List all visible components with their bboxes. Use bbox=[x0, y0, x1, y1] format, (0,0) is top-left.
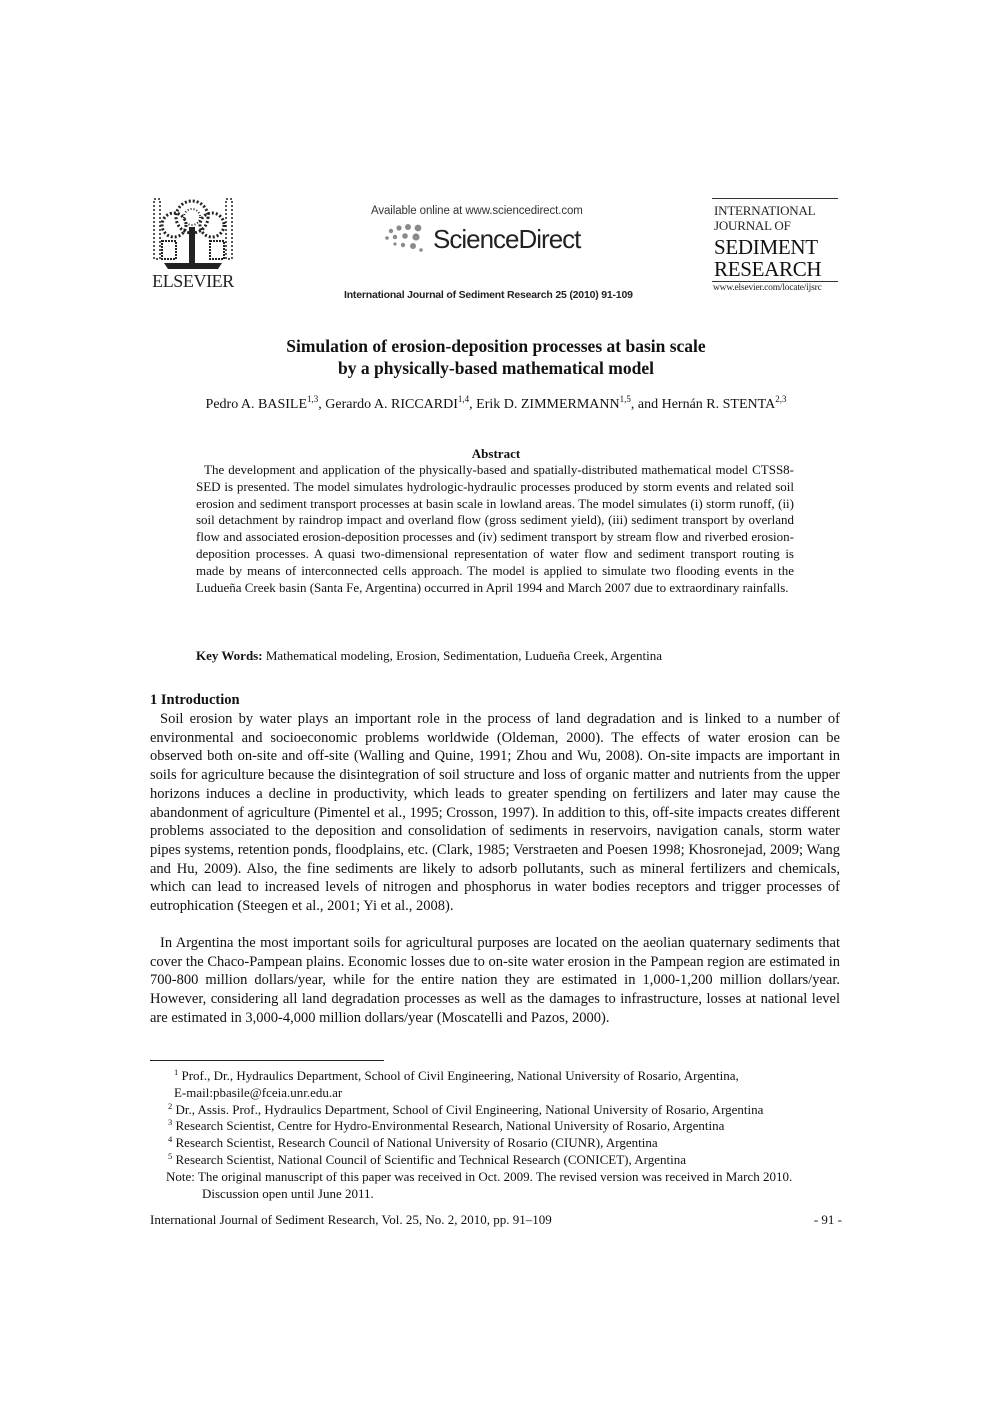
footnote-4 bbox=[150, 1135, 842, 1152]
ijsr-line-research: RESEARCH bbox=[714, 257, 822, 281]
sciencedirect-wordmark: ScienceDirect bbox=[433, 224, 581, 254]
footnote-1 bbox=[150, 1068, 842, 1102]
title-line-2: by a physically-based mathematical model bbox=[338, 358, 654, 378]
page-number: - 91 - bbox=[813, 1212, 842, 1227]
footnote-number: 4 bbox=[168, 1134, 173, 1145]
ijsr-line-sediment: SEDIMENT bbox=[714, 235, 818, 259]
keywords-label: Key Words: bbox=[196, 648, 263, 663]
journal-reference: International Journal of Sediment Research 25 (2010) 91-109 bbox=[344, 289, 633, 301]
footnote-text: Prof., Dr., Hydraulics Department, School of Civil Engineering, National University of Rosario, Argentina, bbox=[181, 1068, 739, 1083]
author-2 bbox=[325, 394, 477, 412]
footnote-number: 3 bbox=[168, 1117, 173, 1128]
author-1 bbox=[205, 394, 326, 412]
author-name: Gerardo A. RICCARDI bbox=[325, 397, 458, 412]
ijsr-line-journal-of: JOURNAL OF bbox=[714, 218, 791, 233]
elsevier-logo bbox=[150, 197, 236, 291]
footnote-text: Research Scientist, National Council of Scientific and Technical Research (CONICET), Argentina bbox=[175, 1151, 687, 1167]
ijsr-journal-logo bbox=[712, 198, 840, 296]
author-3 bbox=[476, 394, 662, 412]
available-online-text: Available online at www.sciencedirect.com bbox=[371, 205, 583, 217]
section-heading-introduction: 1 Introduction bbox=[150, 692, 240, 708]
footnotes bbox=[150, 1068, 842, 1202]
footnote-number: 5 bbox=[168, 1150, 173, 1161]
footnote-text: Research Scientist, Centre for Hydro-Environmental Research, National University of Rosario, Argentina bbox=[175, 1118, 725, 1134]
author-4 bbox=[661, 394, 787, 412]
author-affiliation: 2,3 bbox=[775, 394, 787, 404]
author-name: Erik D. ZIMMERMANN bbox=[476, 397, 620, 412]
elsevier-tree-icon bbox=[152, 197, 234, 271]
ijsr-url: www.elsevier.com/locate/ijsrc bbox=[713, 283, 822, 293]
author-affiliation: 1,5 bbox=[619, 394, 631, 404]
footnote-5 bbox=[150, 1152, 842, 1169]
footnote-text: Research Scientist, Research Council of National University of Rosario (CIUNR), Argentina bbox=[175, 1135, 658, 1151]
title-line-1: Simulation of erosion-deposition processes at basin scale bbox=[286, 336, 706, 356]
abstract-body: The development and application of the physically-based and spatially-distributed mathematical model CTSS8-SED is presented. The model simulates hydrologic-hydraulic processes produced by storm events and related soil erosion and sediment transport processes at basin scale in lowland areas. The model simulates (i) storm runoff, (ii) soil detachment by raindrop impact and overland flow (gross sediment yield), (iii) sediment transport by overland flow and associated erosion-deposition processes and (iv) sediment transport by stream flow and riverbed erosion-deposition processes. A quasi two-dimensional representation of water flow and sediment transport routing is made by means of interconnected cells approach. The model is applied to simulate two flooding events in the Ludueña Creek basin (Santa Fe, Argentina) occurred in April 1994 and March 2007 due to extraordinary rainfalls. bbox=[196, 462, 794, 595]
author-name: Hernán R. STENTA bbox=[661, 397, 776, 412]
footnote-2 bbox=[150, 1102, 842, 1119]
elsevier-wordmark: ELSEVIER bbox=[152, 271, 234, 291]
footnote-divider bbox=[150, 1060, 384, 1061]
footnote-number: 1 bbox=[174, 1067, 179, 1077]
paper-title bbox=[150, 335, 842, 379]
manuscript-note: Note: The original manuscript of this paper was received in Oct. 2009. The revised version was received in March 2010. Discussion open until June 2011. bbox=[166, 1168, 793, 1201]
keywords-list: Mathematical modeling, Erosion, Sedimentation, Ludueña Creek, Argentina bbox=[265, 648, 662, 663]
sciencedirect-dots-icon bbox=[383, 222, 431, 256]
footnote-text: Dr., Assis. Prof., Hydraulics Department, School of Civil Engineering, National University of Rosario, Argentina bbox=[175, 1101, 764, 1117]
ijsr-line-international: INTERNATIONAL bbox=[714, 203, 816, 218]
author-separator: , bbox=[318, 397, 326, 412]
intro-paragraph-2: In Argentina the most important soils for agricultural purposes are located on the aeolian quaternary sediments that cover the Chaco-Pampean plains. Economic losses due to on-site water erosion in the Pampean region are estimated in 700-800 million dollars/year, while for the entire nation they are estimated in 1,000-1,200 million dollars/year. However, considering all land degradation processes as well as the damages to infrastructure, losses at national level are estimated in 3,000-4,000 million dollars/year (Moscatelli and Pazos, 2000). bbox=[150, 935, 840, 1026]
abstract-heading: Abstract bbox=[471, 446, 521, 461]
intro-paragraph-1: Soil erosion by water plays an important role in the process of land degradation and is linked to a number of environmental and socioeconomic problems worldwide (Oldeman, 2000). The effects of water erosion can be observed both on-site and off-site (Walling and Quine, 1991; Zhou and Wu, 2008). On-site impacts are important in soils for agriculture because the disintegration of soil structure and loss of organic matter and nutrients from the upper horizons induces a decline in productivity, which leads to greater spending on fertilizers and later may cause the abandonment of agriculture (Pimentel et al., 1995; Crosson, 1997). In addition to this, off-site impacts creates different problems associated to the deposition and consolidation of sediments in reservoirs, navigation canals, storm water pipes systems, retention ponds, floodplains, etc. (Clark, 1985; Verstraeten and Poesen 1998; Khosronejad, 2009; Wang and Hu, 2009). Also, the fine sediments are likely to adsorb pollutants, such as mineral fertilizers and chemicals, which can lead to increased levels of nitrogen and phosphorus in water bodies receptors and trigger processes of eutrophication (Steegen et al., 2001; Yi et al., 2008). bbox=[150, 711, 840, 915]
ijsr-bottom-rule bbox=[712, 281, 838, 282]
keywords bbox=[196, 647, 794, 664]
author-affiliation: 1,3 bbox=[307, 394, 319, 404]
footnote-number: 2 bbox=[168, 1100, 173, 1111]
footnote-3 bbox=[150, 1118, 842, 1135]
footer-citation: International Journal of Sediment Research, Vol. 25, No. 2, 2010, pp. 91–109 bbox=[150, 1212, 552, 1227]
author-separator: , bbox=[469, 397, 477, 412]
ijsr-top-rule bbox=[712, 198, 838, 199]
footnote-email: E-mail:pbasile@fceia.unr.edu.ar bbox=[174, 1084, 343, 1100]
author-list bbox=[150, 395, 842, 415]
author-name: Pedro A. BASILE bbox=[205, 397, 308, 412]
author-affiliation: 1,4 bbox=[457, 394, 470, 404]
sciencedirect-logo bbox=[383, 222, 603, 258]
author-separator: , and bbox=[630, 397, 662, 412]
